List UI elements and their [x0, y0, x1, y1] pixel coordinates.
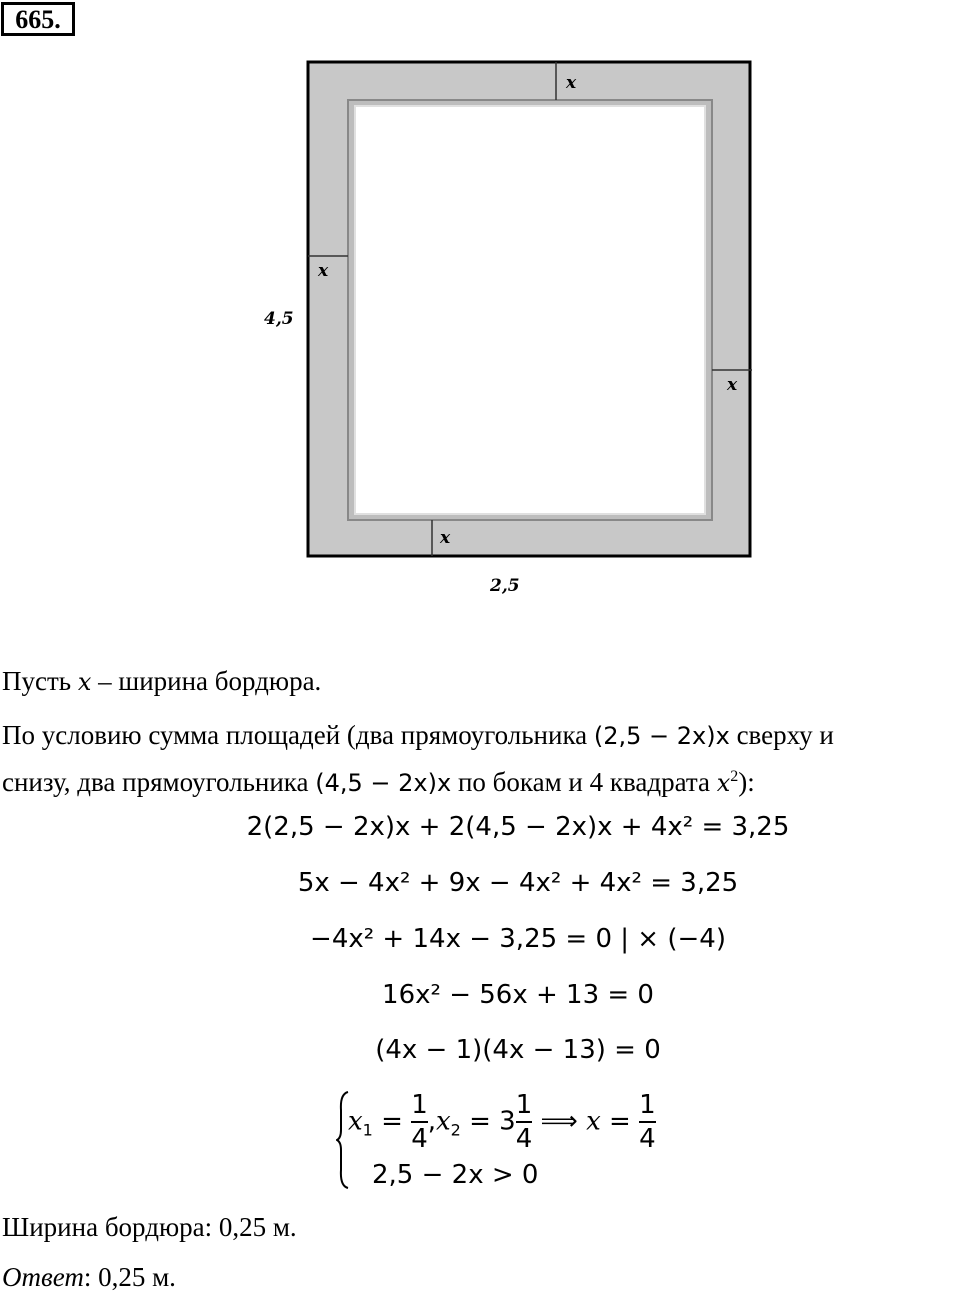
label-x-right: x: [727, 375, 738, 395]
width-conclusion: Ширина бордюра: 0,25 м.: [2, 1212, 297, 1242]
fraction-3: $\frac{1}{4}$: [639, 1090, 656, 1154]
let-prefix: Пусть: [2, 666, 78, 696]
label-height: 4,5: [264, 309, 294, 329]
cond2-a: снизу, два прямоугольника: [2, 767, 316, 797]
comma: ,: [427, 1106, 436, 1137]
label-width: 2,5: [490, 576, 520, 596]
cond2-sq: x: [716, 769, 731, 797]
equation-4: 16x² − 56x + 13 = 0: [382, 980, 654, 1010]
let-suffix: – ширина бордюра.: [91, 666, 322, 696]
result-eq: =: [600, 1106, 640, 1137]
system-row-1: [348, 1090, 656, 1154]
problem-number: 665.: [1, 2, 75, 36]
fraction-1: $\frac{1}{4}$: [411, 1090, 428, 1154]
equation-2: 5x − 4x² + 9x − 4x² + 4x² = 3,25: [297, 868, 739, 898]
condition-line-1: [2, 718, 834, 753]
answer-label: Ответ: [2, 1262, 84, 1292]
x1-sub: 1: [362, 1120, 373, 1140]
cond1-a: По условию сумма площадей (два прямоугольника: [2, 720, 594, 750]
border-diagram: [0, 0, 960, 620]
let-line: [2, 664, 321, 699]
cond2-end: ):: [738, 767, 755, 797]
eq-sign-1: =: [372, 1106, 412, 1137]
result-var: x: [586, 1106, 601, 1137]
cond2-b: по бокам и 4 квадрата: [451, 767, 717, 797]
equation-1: 2(2,5 − 2x)x + 2(4,5 − 2x)x + 4x² = 3,25: [246, 812, 790, 842]
implies-sign: ⟹: [532, 1106, 587, 1137]
label-x-top: x: [566, 73, 577, 93]
cond1-expr: (2,5 − 2x)x: [593, 722, 730, 750]
answer-line: [2, 1262, 176, 1293]
x2-var: x: [436, 1106, 451, 1137]
eq-sign-2: = 3: [460, 1106, 516, 1137]
cond2-expr: (4,5 − 2x)x: [315, 769, 452, 797]
equation-3: −4x² + 14x − 3,25 = 0 | × (−4): [310, 924, 726, 954]
figure: [0, 0, 960, 620]
label-x-bottom: x: [440, 528, 451, 548]
x1-var: x: [348, 1106, 363, 1137]
equation-5: (4x − 1)(4x − 13) = 0: [375, 1035, 661, 1065]
let-var: x: [77, 668, 92, 696]
x2-sub: 2: [450, 1120, 461, 1140]
label-x-left: x: [318, 261, 329, 281]
solution-system: [336, 1090, 716, 1200]
fraction-2: $\frac{1}{4}$: [515, 1090, 533, 1154]
answer-value: : 0,25 м.: [83, 1262, 176, 1292]
system-row-2: 2,5 − 2x > 0: [372, 1160, 539, 1190]
inner-rect: [355, 106, 705, 514]
cond1-b: сверху и: [729, 720, 834, 750]
condition-line-2: снизу, два прямоугольника (4,5 − 2x)x по бокам и 4 квадрата $x^2$):: [2, 767, 755, 797]
